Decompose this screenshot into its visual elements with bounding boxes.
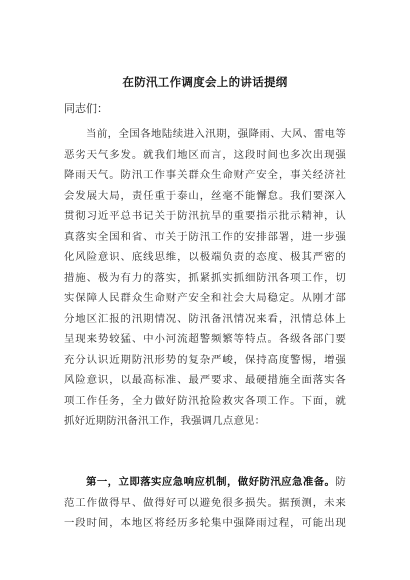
paragraph-line — [64, 472, 346, 493]
paragraph-line: 措施、极为有力的落实，抓紧抓实抓细防汛各项工作，切 — [64, 271, 346, 284]
paragraph-line: 会发展大局，责任重于泰山，丝毫不能懈怠。我们要深入 — [64, 189, 346, 202]
paragraph-point-one — [64, 472, 346, 534]
paragraph-line: 真落实全国和省、市关于防汛工作的安排部署，进一步强 — [64, 230, 346, 243]
paragraph-current-situation — [64, 124, 346, 432]
paragraph-line: 贯彻习近平总书记关于防汛抗旱的重要指示批示精神，认 — [64, 210, 346, 222]
point-one-heading: 第一，立即落实应急响应机制，做好防汛应急准备。 — [86, 476, 336, 488]
paragraph-line: 化风险意识、底线思维，以极端负责的态度、极其严密的 — [64, 251, 346, 263]
paragraph-line: 实保障人民群众生命财产安全和社会大局稳定。从刚才部 — [64, 292, 346, 304]
document-title: 在防汛工作调度会上的讲话提纲 — [122, 75, 288, 89]
paragraph-line: 降雨天气。防汛工作事关群众生命财产安全，事关经济社 — [64, 169, 346, 181]
paragraph-line: 当前，全国各地陆续进入汛期，强降雨、大风、雷电等 — [86, 128, 346, 140]
paragraph-line: 呈现来势较猛、中小河流超警频繁等特点。各级各部门要 — [64, 333, 346, 345]
paragraph-line: 恶劣天气多发。就我们地区而言，这段时间也多次出现强 — [64, 148, 346, 161]
salutation: 同志们： — [64, 102, 108, 115]
paragraph-line: 范工作做得早、做得好可以避免很多损失。据预测，未来 — [64, 496, 346, 509]
paragraph-line: 风险意识，以最高标准、最严要求、最硬措施全面落实各 — [64, 374, 346, 386]
paragraph-line: 分地区汇报的汛期情况、防汛备汛情况来看，汛情总体上 — [64, 312, 346, 325]
paragraph-line: 一段时间，本地区将经历多轮集中强降雨过程，可能出现 — [64, 517, 346, 529]
paragraph-line: 充分认识近期防汛形势的复杂严峻，保持高度警惕，增强 — [64, 353, 346, 366]
paragraph-line: 抓好近期防汛备汛工作，我强调几点意见： — [64, 415, 266, 427]
paragraph-line: 项工作任务，全力做好防汛抢险救灾各项工作。下面，就 — [64, 394, 346, 407]
point-one-text-start: 防 — [335, 476, 346, 488]
